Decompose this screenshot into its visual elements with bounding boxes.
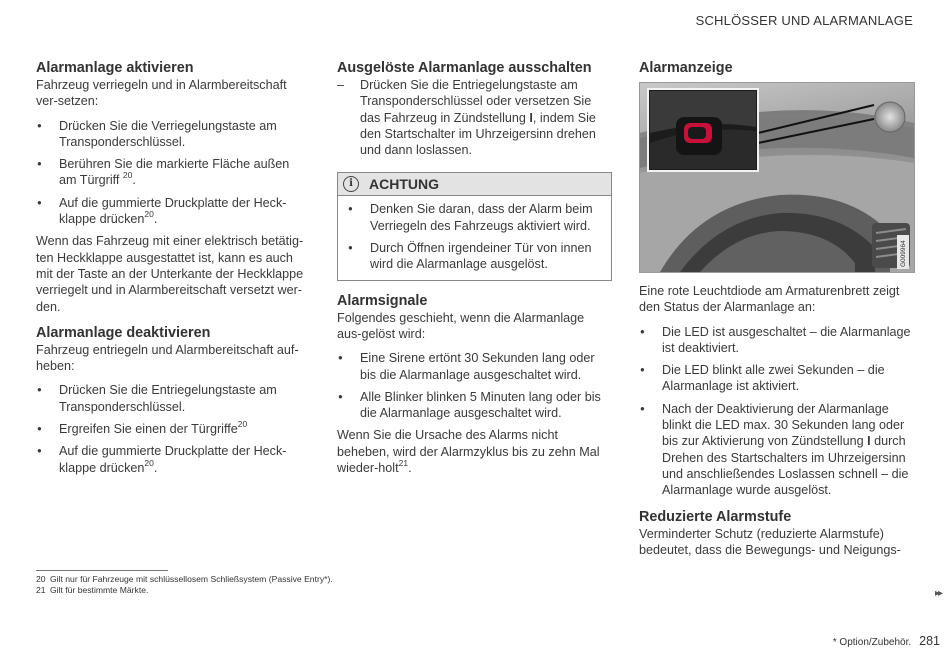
- section-header: SCHLÖSSER UND ALARMANLAGE: [695, 13, 913, 28]
- signals-note: Wenn Sie die Ursache des Alarms nicht beheben, wird der Alarmzyklus bis zu zehn Mal wieder-holt$^{21}$.: [337, 428, 600, 476]
- footnote-ref: 21: [398, 458, 409, 469]
- page-number: 281: [919, 634, 940, 648]
- signals-list: [337, 350, 612, 421]
- activate-intro: Fahrzeug verriegeln und in Alarmbereitschaft ver-setzen:: [36, 78, 287, 109]
- caution-box: [337, 172, 612, 280]
- caution-title: ACHTUNG: [369, 176, 439, 193]
- signals-intro: Folgendes geschieht, wenn die Alarmanlage aus-gelöst wird:: [337, 310, 585, 341]
- list-item: ● Auf die gummierte Druckplatte der Heck-klappe drücken$^{20}$.: [36, 443, 304, 476]
- list-item: ● Drücken Sie die Verriegelungstaste am Transponderschlüssel.: [36, 118, 304, 151]
- list-item: ● Durch Öffnen irgendeiner Tür von innen wird die Alarmanlage ausgelöst.: [347, 240, 603, 273]
- list-item: ● Berühren Sie die markierte Fläche außen am Türgriff $^{20}$.: [36, 156, 304, 189]
- list-item: ● Auf die gummierte Druckplatte der Heck-klappe drücken$^{20}$.: [36, 195, 304, 228]
- heading-signals: Alarmsignale: [337, 292, 428, 309]
- list-item: ● Drücken Sie die Entriegelungstaste am Transponderschlüssel.: [36, 382, 304, 415]
- heading-indicator: Alarmanzeige: [639, 60, 733, 76]
- continue-arrows-icon: ▸▸: [934, 588, 941, 599]
- footnote-ref: 20: [144, 457, 154, 468]
- caution-header: [338, 173, 611, 196]
- image-code: G009964: [900, 240, 907, 267]
- heading-deactivate: Alarmanlage deaktivieren: [36, 324, 211, 341]
- footnotes: [36, 574, 333, 596]
- footnote-ref: 20: [122, 170, 133, 181]
- indicator-intro: Eine rote Leuchtdiode am Armaturenbrett zeigt den Status der Alarmanlage an:: [639, 284, 900, 315]
- page-footer: [833, 634, 940, 648]
- footnote-ref: 20: [237, 419, 248, 430]
- list-item: – Drücken Sie die Entriegelungstaste am Transponderschlüssel oder versetzen Sie das Fahrzeug in Zündstellung I, indem Sie den Startschalter im Uhrzeigersinn drehen und dann loslassen.: [337, 77, 612, 158]
- list-item: ● Ergreifen Sie einen der Türgriffe$^{20}$: [36, 421, 304, 437]
- deactivate-list: [36, 382, 304, 475]
- list-item: ● Die LED blinkt alle zwei Sekunden – die Alarmanlage ist aktiviert.: [639, 362, 914, 395]
- activate-note: Wenn das Fahrzeug mit einer elektrisch betätig-ten Heckklappe ausgestattet ist, kann es auch mit der Taste an der Unterkante der Heckklappe verriegelt und in Alarmbereitschaft versetzt wer-den.: [36, 234, 304, 314]
- heading-activate: Alarmanlage aktivieren: [36, 60, 194, 76]
- reduced-text: Verminderter Schutz (reduzierte Alarmstufe) bedeutet, dass die Bewegungs- und Neigungs-: [639, 526, 901, 557]
- heading-triggered: Ausgelöste Alarmanlage ausschalten: [337, 60, 592, 76]
- footnote-ref: 20: [144, 209, 154, 220]
- list-item: ● Nach der Deaktivierung der Alarmanlage blinkt die LED max. 30 Sekunden lang oder bis zur Aktivierung von Zündstellung I durch Drehen des Startschalters im Uhrzeigersinn und anschließendes Loslassen schnell – die Alarmanlage wurde ausgelöst.: [639, 401, 914, 499]
- list-item: ● Alle Blinker blinken 5 Minuten lang oder bis die Alarmanlage ausgeschaltet wird.: [337, 389, 612, 422]
- footnote-divider: [36, 570, 168, 571]
- column-1: [36, 60, 304, 482]
- indicator-list: [639, 324, 914, 499]
- list-item: ● Die LED ist ausgeschaltet – die Alarmanlage ist deaktiviert.: [639, 324, 914, 357]
- dashboard-illustration: [640, 83, 914, 272]
- column-3: [639, 60, 914, 565]
- column-2: [337, 60, 612, 483]
- list-item: ● Eine Sirene ertönt 30 Sekunden lang oder bis die Alarmanlage ausgeschaltet wird.: [337, 350, 612, 383]
- activate-list: [36, 118, 304, 228]
- heading-reduced: Reduzierte Alarmstufe: [639, 508, 792, 525]
- caution-list: [338, 196, 611, 279]
- footnote-21: 21 Gilt für bestimmte Märkte.: [36, 585, 149, 595]
- deactivate-intro: Fahrzeug entriegeln und Alarmbereitschaft auf-heben:: [36, 342, 299, 374]
- footnote-20: 20 Gilt nur für Fahrzeuge mit schlüssellosem Schließsystem (Passive Entry*).: [36, 574, 333, 584]
- alarm-indicator-illustration: [639, 82, 915, 273]
- list-item: ● Denken Sie daran, dass der Alarm beim Verriegeln des Fahrzeugs aktiviert wird.: [347, 201, 603, 234]
- option-note: * Option/Zubehör.: [832, 637, 912, 648]
- info-icon: i: [343, 176, 359, 192]
- triggered-list: [337, 77, 612, 158]
